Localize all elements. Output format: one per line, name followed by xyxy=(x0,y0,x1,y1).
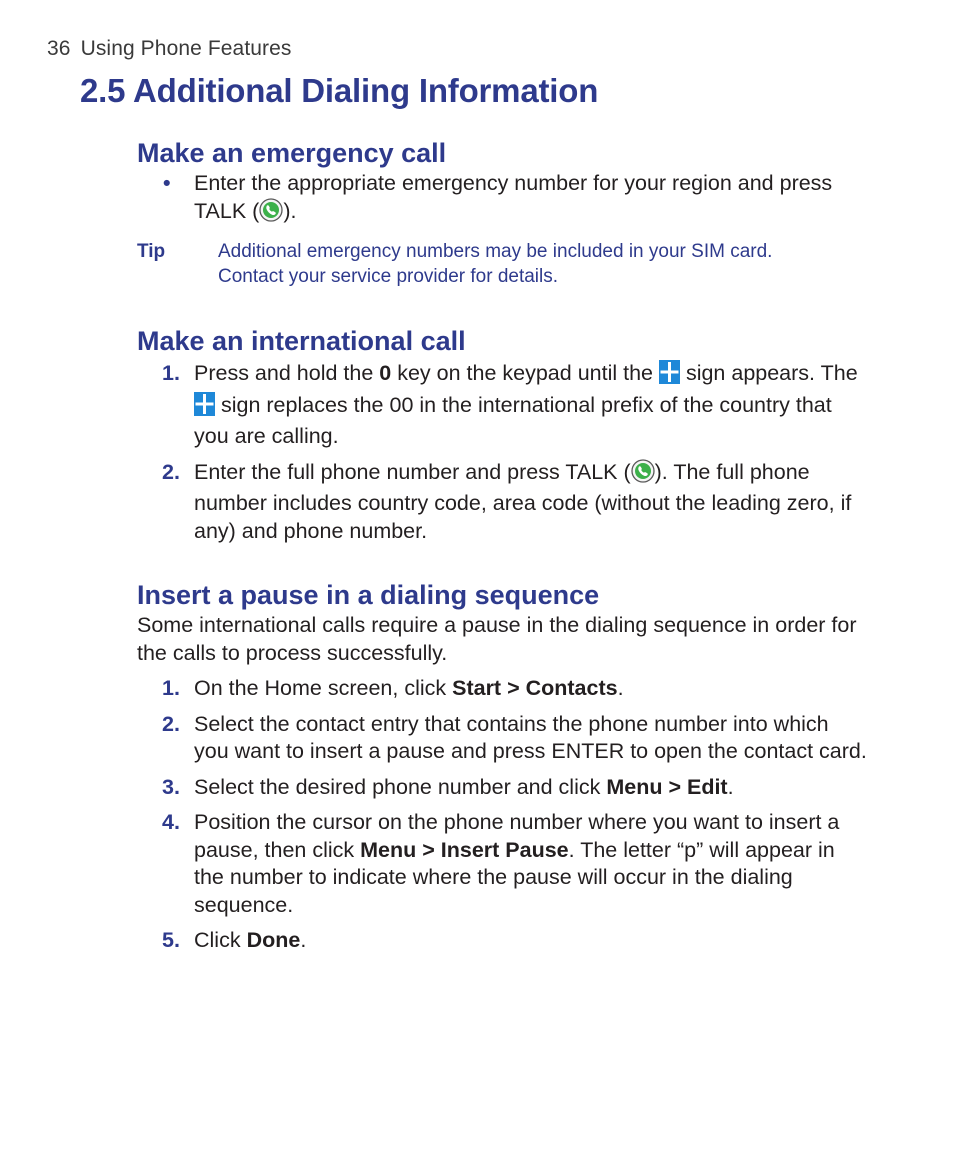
list-item: 3. Select the desired phone number and click Menu > Edit. xyxy=(137,774,867,802)
section-heading-pause: Insert a pause in a dialing sequence xyxy=(137,580,600,610)
list-item: 4. Position the cursor on the phone number where you want to insert a pause, then click Menu > Insert Pause. The letter “p” will appear in the number to indicate where the pause will occur in the dialing sequence. xyxy=(162,810,840,917)
list-item: 5. Click Done. xyxy=(137,927,867,955)
step-number: 3. xyxy=(162,774,180,799)
talk-button-icon xyxy=(259,198,283,230)
tip-text: Additional emergency numbers may be included in your SIM card. Contact your service provider for details. xyxy=(218,241,773,287)
chapter-name: Using Phone Features xyxy=(80,37,292,60)
tip-note xyxy=(137,240,867,289)
bullet-marker: • xyxy=(163,171,171,195)
talk-button-icon xyxy=(631,459,655,491)
list-item: 2. Select the contact entry that contains the phone number into which you want to insert a pause and press ENTER to open the contact card. xyxy=(162,711,867,763)
list-item: 1. On the Home screen, click Start > Contacts. xyxy=(137,675,867,703)
plus-sign-icon xyxy=(194,392,215,424)
pause-steps xyxy=(137,675,867,955)
international-steps xyxy=(137,360,867,545)
step-number: 1. xyxy=(162,361,180,385)
list-item: 2. Enter the full phone number and press TALK ( ). The full phone number includes country code, area code (without the leading zero, if any) and phone number. xyxy=(162,459,852,543)
step-number: 2. xyxy=(162,459,180,484)
section-heading-international: Make an international call xyxy=(137,326,466,356)
running-header xyxy=(47,37,292,61)
list-item: 1. Press and hold the 0 key on the keypad until the sign appears. The sign replaces the 00 in the international prefix of the country that you are calling. xyxy=(162,361,858,448)
step-number: 4. xyxy=(162,810,180,834)
list-item: • Enter the appropriate emergency number for your region and press TALK ( ). xyxy=(137,170,867,229)
step-number: 5. xyxy=(162,928,180,952)
step-number: 2. xyxy=(162,711,180,736)
step-number: 1. xyxy=(162,676,180,700)
page-number: 36 xyxy=(47,37,71,60)
emergency-list xyxy=(137,170,867,229)
tip-label: Tip xyxy=(137,241,166,262)
pause-intro: Some international calls require a pause in the dialing sequence in order for the calls to process successfully. xyxy=(137,613,857,665)
page-title: 2.5 Additional Dialing Information xyxy=(80,72,599,109)
section-heading-emergency: Make an emergency call xyxy=(137,138,447,168)
plus-sign-icon xyxy=(659,360,680,392)
